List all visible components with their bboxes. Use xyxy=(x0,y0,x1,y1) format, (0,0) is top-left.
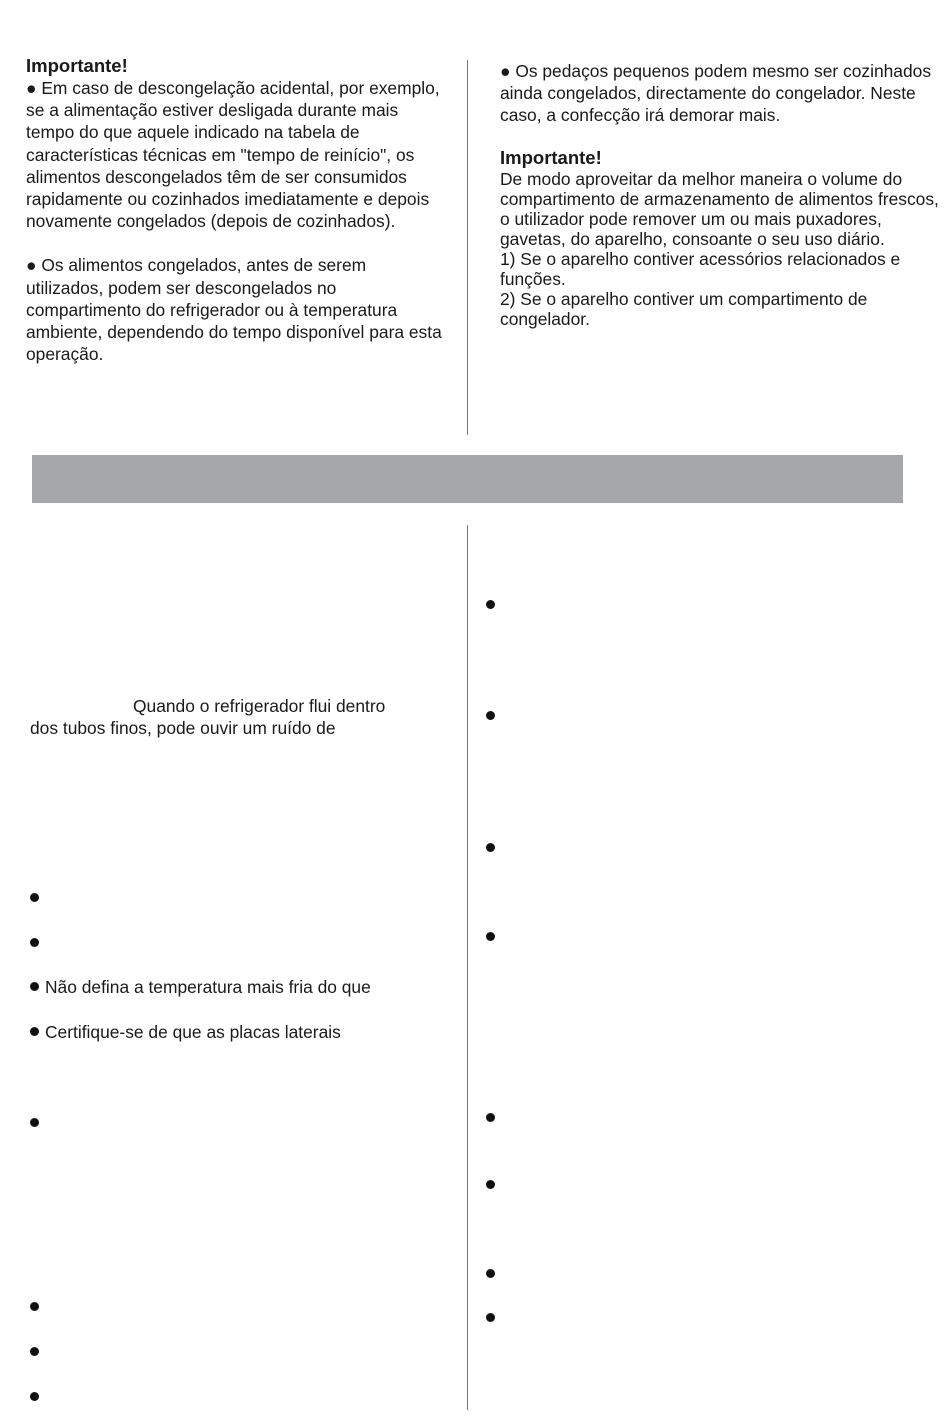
noise-line-1: Quando o refrigerador flui dentro xyxy=(133,696,386,716)
bullet-temperature-text: Não defina a temperatura mais fria do que xyxy=(45,977,371,997)
important-heading: Importante! xyxy=(26,55,128,76)
bullet-side-plates-text: Certifique-se de que as placas laterais xyxy=(45,1022,341,1042)
noise-line-2: dos tubos finos, pode ouvir um ruído de xyxy=(30,718,336,738)
bullet-empty xyxy=(486,1263,501,1285)
defrost-frozen-food-paragraph: ● Os alimentos congelados, antes de serem utilizados, podem ser descongelados no compartimento do refrigerador ou à temperatura ambiente, dependendo do tempo disponível para esta operação. xyxy=(26,255,442,365)
accidental-defrost-paragraph: ● Em caso de descongelação acidental, por exemplo, se a alimentação estiver desligada durante mais tempo do que aquele indicado na tabela de características técnicas em "tempo de reinício", os alimentos descongelados têm de ser consumidos rapidamente ou cozinhados imediatamente e depois novamente congelados (depois de cozinhados). xyxy=(26,78,440,232)
column-divider-bottom xyxy=(467,525,468,1410)
bullet-side-plates xyxy=(30,1021,341,1043)
bullet-empty xyxy=(486,837,501,859)
bullet-empty xyxy=(30,1341,45,1363)
bullet-empty xyxy=(30,1386,45,1408)
bullet-empty xyxy=(486,1107,501,1129)
small-pieces-paragraph: ● Os pedaços pequenos podem mesmo ser cozinhados ainda congelados, directamente do congelador. Neste caso, a confecção irá demorar mais. xyxy=(500,61,932,125)
important-heading-right: Importante! xyxy=(500,147,602,168)
storage-volume-paragraph: De modo aproveitar da melhor maneira o volume do compartimento de armazenamento de alimentos frescos, o utilizador pode remover um ou mais puxadores, gavetas, do aparelho, consoante o seu uso diário. xyxy=(500,169,939,249)
bullet-empty xyxy=(486,926,501,948)
bullet-empty xyxy=(30,1296,45,1318)
bullet-empty xyxy=(30,887,45,909)
bullet-empty xyxy=(486,594,501,616)
bullet-empty xyxy=(486,1307,501,1329)
bullet-empty xyxy=(486,1174,501,1196)
bullet-empty xyxy=(30,1112,45,1134)
bullet-empty xyxy=(486,705,501,727)
freezer-compartment-item: 2) Se o aparelho contiver um compartimento de congelador. xyxy=(500,289,868,329)
column-divider-top xyxy=(467,60,468,435)
accessories-item: 1) Se o aparelho contiver acessórios relacionados e funções. xyxy=(500,249,901,289)
top-right-column xyxy=(500,60,940,329)
section-header-bar xyxy=(32,455,903,503)
bullet-temperature xyxy=(30,976,371,998)
refrigerant-noise-text xyxy=(30,695,450,739)
bullet-empty xyxy=(30,932,45,954)
top-left-column xyxy=(26,55,446,365)
